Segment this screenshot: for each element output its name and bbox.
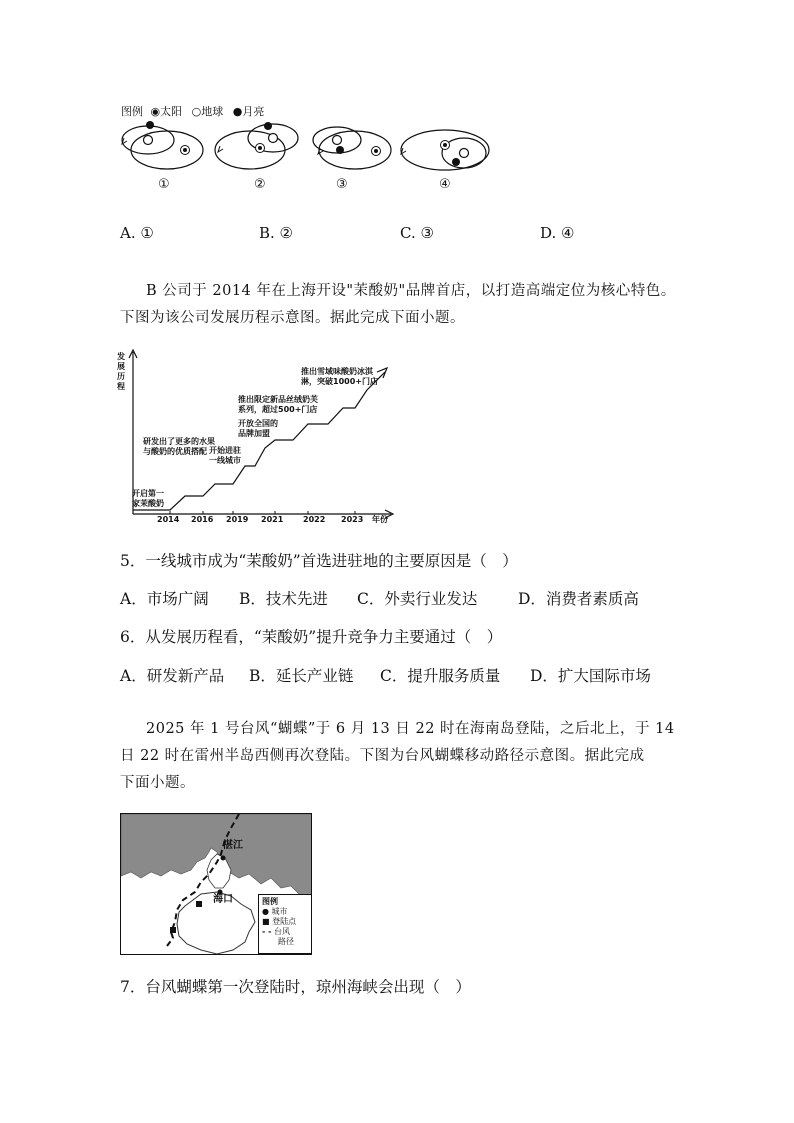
option-d[interactable]: D. ④ [540, 224, 575, 242]
passage-2-line-2: 日 22 时在雷州半岛西侧再次登陆。下图为台风蝴蝶移动路径示意图。据此完成 [120, 748, 645, 764]
earth-legend-icon: ○ [191, 105, 202, 118]
development-chart [115, 348, 405, 526]
panel-label-1: ① [158, 177, 170, 192]
stage-2022-line-2: 系列，超过500+门店 [238, 405, 318, 414]
option-a[interactable]: A. ① [120, 224, 154, 242]
label-zhanjiang: 湛江 [223, 840, 243, 851]
map-legend [258, 894, 312, 954]
tick-2021: 2021 [261, 515, 284, 524]
stage-2014-line-1: 开启第一 [132, 489, 164, 498]
q5-option-c[interactable]: C．外卖行业发达 [357, 590, 478, 608]
legend-landing-label: 登陆点 [272, 917, 297, 926]
tick-2023: 2023 [341, 515, 364, 524]
passage-1-line-1: B 公司于 2014 年在上海开设"茉酸奶"品牌首店，以打造高端定位为核心特色。 [146, 283, 676, 299]
stage-2021-line-1: 开放全国的 [238, 419, 278, 428]
tick-2022: 2022 [303, 515, 326, 524]
legend-city [262, 907, 308, 917]
sun-legend-icon: ◉ [150, 105, 161, 118]
legend-path-label-1: 台风 [273, 927, 290, 936]
q5-option-a[interactable]: A．市场广阔 [120, 590, 209, 608]
typhoon-map [120, 813, 312, 955]
q6-option-d[interactable]: D．扩大国际市场 [530, 667, 651, 685]
passage-1 [120, 278, 680, 332]
moon-legend-icon: ● [232, 105, 243, 118]
stage-2022 [238, 395, 318, 415]
legend-sun-label: 太阳 [160, 105, 183, 118]
chart-xlabel: 年份 [372, 515, 388, 524]
stage-2014-line-2: 家茉酸奶 [132, 499, 164, 508]
stage-2016-line-2: 与酸奶的优质搭配 [143, 447, 207, 456]
tick-2019: 2019 [226, 515, 249, 524]
question-5-stem: 5．一线城市成为“茉酸奶”首选进驻地的主要原因是（ ） [120, 552, 518, 570]
landing-square-icon: ■ [262, 917, 270, 926]
panel-label-2: ② [254, 177, 266, 192]
landing-point-leizhou [196, 901, 202, 907]
landing-point-hainan [170, 927, 176, 933]
q5-option-d[interactable]: D．消费者素质高 [518, 590, 639, 608]
q6-option-a[interactable]: A．研发新产品 [120, 667, 225, 685]
legend-city-label: 城市 [271, 907, 288, 916]
city-dot-icon: ● [262, 907, 269, 916]
panel-label-3: ③ [336, 177, 348, 192]
chart-ylabel: 发展历程 [117, 352, 125, 391]
stage-2023-line-2: 淋，突破1000+门店 [301, 377, 378, 386]
dashed-line-icon: - - [262, 927, 272, 936]
label-haikou: 海口 [213, 894, 233, 905]
question-6-stem: 6．从发展历程看，“茉酸奶”提升竞争力主要通过（ ） [120, 628, 503, 646]
stage-2023-line-1: 推出雪域味酸奶冰淇 [301, 367, 373, 376]
stage-2014 [132, 489, 164, 509]
q6-option-c[interactable]: C．提升服务质量 [380, 667, 501, 685]
legend-path [262, 927, 308, 937]
option-b[interactable]: B. ② [259, 224, 294, 242]
tick-2014: 2014 [157, 515, 180, 524]
panel-label-4: ④ [439, 177, 451, 192]
stage-2019-line-2: 一线城市 [209, 456, 241, 465]
legend-earth-label: 地球 [201, 105, 224, 118]
legend-title: 图例 [121, 105, 143, 118]
map-legend-title: 图例 [262, 897, 278, 906]
stage-2023 [301, 367, 378, 387]
passage-2 [120, 716, 680, 797]
city-dot-zhanjiang [221, 856, 226, 861]
passage-2-line-3: 下面小题。 [120, 775, 195, 791]
question-7-stem: 7．台风蝴蝶第一次登陆时，琼州海峡会出现（ ） [120, 978, 471, 996]
stage-2019-line-1: 开始进驻 [209, 446, 241, 455]
stage-2016 [143, 437, 215, 457]
stage-2019 [209, 446, 241, 466]
legend-path-2: 路径 [278, 937, 294, 946]
passage-2-line-1: 2025 年 1 号台风“蝴蝶”于 6 月 13 日 22 时在海南岛登陆，之后北上，于 14 [146, 721, 675, 737]
stage-2022-line-1: 推出限定新品丝绒奶芙 [238, 395, 318, 404]
legend-landing [262, 917, 308, 927]
q6-option-b[interactable]: B．延长产业链 [249, 667, 354, 685]
passage-1-line-2: 下图为该公司发展历程示意图。据此完成下面小题。 [120, 310, 465, 326]
option-c[interactable]: C. ③ [400, 224, 434, 242]
stage-2021 [238, 419, 278, 439]
legend-moon-label: 月亮 [242, 105, 265, 118]
growth-arrowhead [377, 368, 387, 378]
tick-2016: 2016 [191, 515, 214, 524]
stage-2016-line-1: 研发出了更多的水果 [143, 437, 215, 446]
q5-option-b[interactable]: B．技术先进 [239, 590, 328, 608]
stage-2021-line-2: 品牌加盟 [238, 429, 270, 438]
